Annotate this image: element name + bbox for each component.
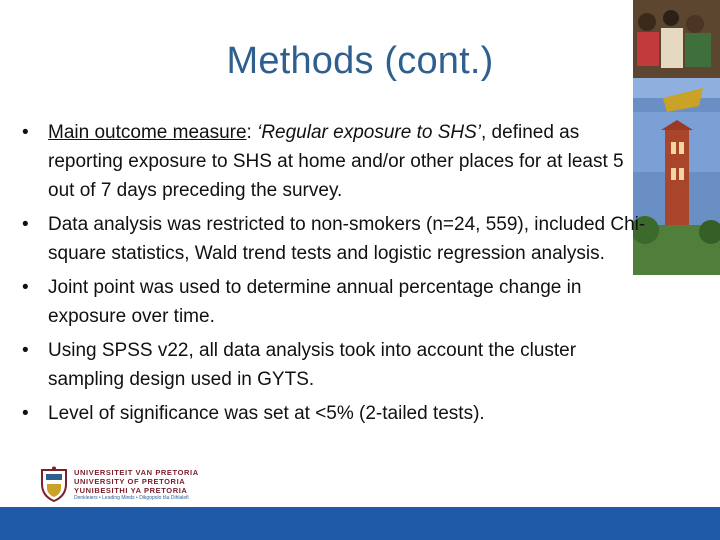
bullet-item — [22, 118, 652, 205]
bullet-text: Data analysis was restricted to non-smokers (n=24, 559), included Chi-square statistics, Wald trend tests and logistic regression analysis. — [48, 214, 646, 264]
bullet-item — [22, 336, 652, 394]
bullet-text: Level of significance was set at <5% (2-tailed tests). — [48, 403, 485, 424]
bullet-text: Using SPSS v22, all data analysis took into account the cluster sampling design used in GYTS. — [48, 340, 577, 390]
bullet-marker: • — [22, 214, 29, 235]
university-name-sepedi: YUNIBESITHI YA PRETORIA — [74, 486, 188, 495]
bullet-item — [22, 273, 652, 331]
university-crest-icon — [40, 466, 68, 502]
university-logo — [40, 466, 215, 506]
university-name-english: UNIVERSITY OF PRETORIA — [74, 477, 186, 486]
bullet-marker: • — [22, 403, 29, 424]
separator: : — [246, 122, 258, 143]
bullet-text: Joint point was used to determine annual percentage change in exposure over time. — [48, 277, 582, 327]
university-name — [74, 468, 199, 495]
university-motto: Denkleiers • Leading Minds • Dikgopolo tša Dihlalefi — [74, 495, 189, 501]
bullet-list — [22, 118, 652, 433]
footer-bar — [0, 507, 720, 540]
bullet-item — [22, 399, 652, 428]
bullet-marker: • — [22, 122, 29, 143]
bullet-marker: • — [22, 277, 29, 298]
slide-title: Methods (cont.) — [226, 40, 494, 82]
outcome-definition-quote: ‘Regular exposure to SHS’ — [257, 122, 481, 143]
bullet-item — [22, 210, 652, 268]
bullet-text: , defined as reporting exposure to SHS at home and/or other places for at least 5 out of 7 days preceding the survey. — [48, 122, 624, 201]
university-name-afrikaans: UNIVERSITEIT VAN PRETORIA — [74, 468, 199, 477]
outcome-measure-label: Main outcome measure — [48, 122, 247, 143]
bullet-marker: • — [22, 340, 29, 361]
